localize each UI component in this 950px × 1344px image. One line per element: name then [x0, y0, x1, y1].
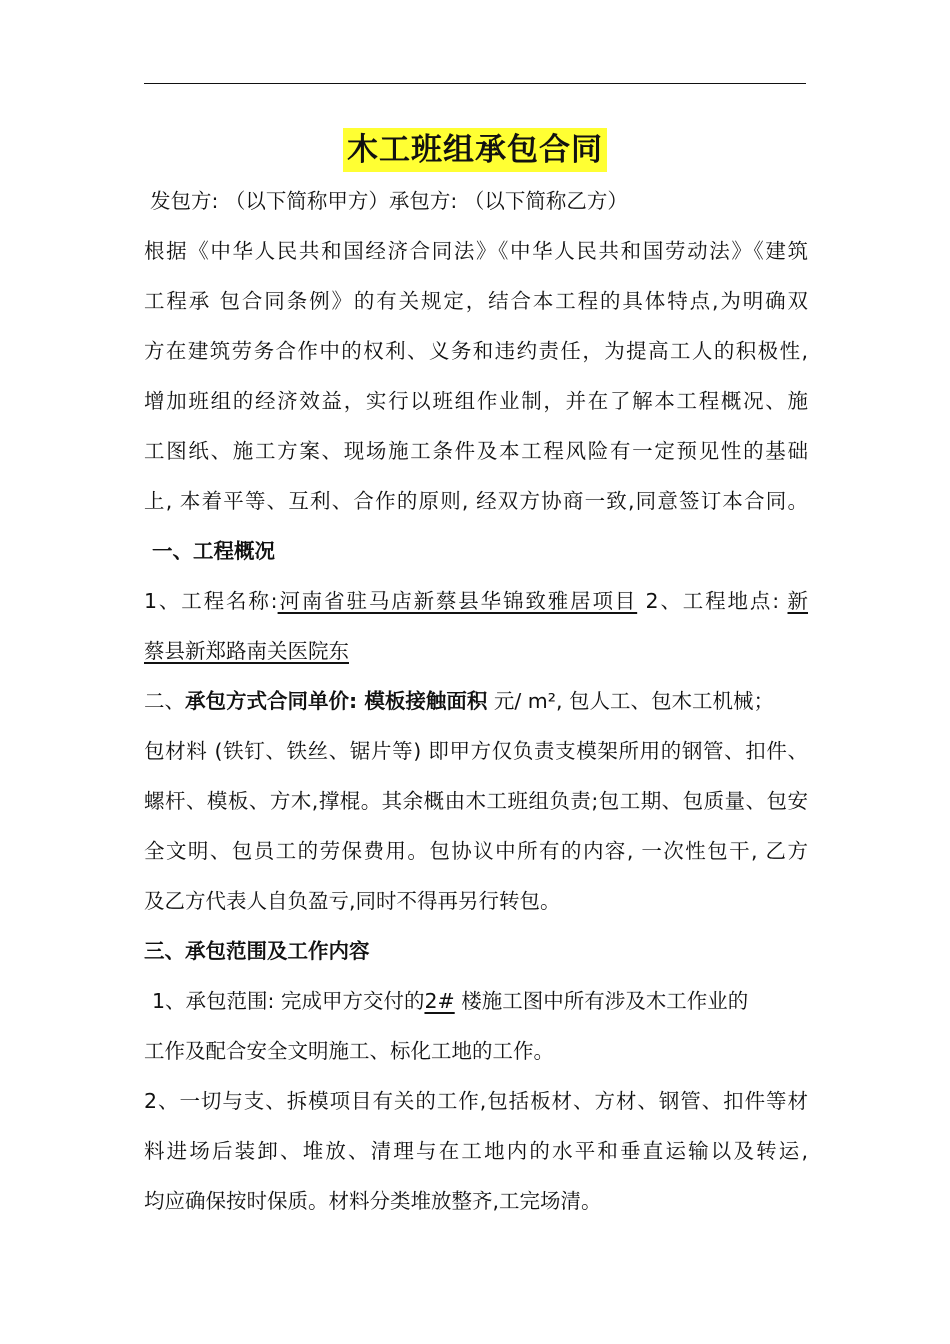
section-2-heading: 承包方式合同单价: 模板接触面积 — [185, 689, 488, 713]
section-2-first-line — [144, 676, 808, 726]
scope-item-1-text-b: 楼施工图中所有涉及木工作业的 — [454, 989, 749, 1013]
project-location-cont — [144, 626, 808, 676]
scope-item-2-line: 均应确保按时保质。材料分类堆放整齐,工完场清。 — [144, 1189, 602, 1213]
project-name-value: 河南省驻马店新蔡县华锦致雅居项目 — [277, 589, 638, 613]
scope-item-1-cont: 工作及配合安全文明施工、标化工地的工作。 — [144, 1039, 554, 1063]
preamble-line: 工程承 包合同条例》的有关规定，结合本工程的具体特点,为明确双 — [144, 289, 808, 313]
section-2-line: 全文明、包员工的劳保费用。包协议中所有的内容, 一次性包干, 乙方 — [144, 839, 808, 863]
title-container — [0, 128, 950, 172]
section-2-line: 及乙方代表人自负盈亏,同时不得再另行转包。 — [144, 889, 561, 913]
scope-item-1 — [144, 976, 808, 1026]
section-2-number: 二、 — [144, 689, 185, 713]
project-location-label: 2、工程地点: — [637, 589, 788, 613]
document-body — [144, 176, 808, 1226]
section-2-line: 包材料 (铁钉、铁丝、锯片等) 即甲方仅负责支模架所用的钢管、扣件、 — [144, 739, 808, 763]
project-location-value-cont: 蔡县新郑路南关医院东 — [144, 639, 349, 663]
scope-item-2-line: 2、一切与支、拆模项目有关的工作,包括板材、方材、钢管、扣件等材 — [144, 1089, 808, 1113]
section-2-line: 螺杆、模板、方木,撑棍。其余概由木工班组负责;包工期、包质量、包安 — [144, 789, 808, 813]
project-info-line — [144, 576, 808, 626]
preamble-line: 上, 本着平等、互利、合作的原则, 经双方协商一致,同意签订本合同。 — [144, 489, 808, 513]
document-title: 木工班组承包合同 — [343, 128, 607, 172]
project-location-value: 新 — [787, 589, 809, 613]
project-name-label: 1、工程名称: — [144, 589, 278, 613]
section-2-rest: 元/ m², 包人工、包木工机械； — [487, 689, 775, 713]
section-heading-3: 三、承包范围及工作内容 — [144, 939, 370, 963]
scope-item-1-text-a: 1、承包范围: 完成甲方交付的 — [152, 989, 425, 1013]
building-number: 2# — [424, 989, 455, 1013]
section-heading-1: 一、工程概况 — [152, 539, 275, 563]
header-rule — [144, 83, 806, 84]
preamble-line: 方在建筑劳务合作中的权利、义务和违约责任，为提高工人的积极性, — [144, 339, 808, 363]
scope-item-2-line: 料进场后装卸、堆放、清理与在工地内的水平和垂直运输以及转运, — [144, 1139, 808, 1163]
preamble-line: 工图纸、施工方案、现场施工条件及本工程风险有一定预见性的基础 — [144, 439, 808, 463]
parties-line: 发包方: （以下简称甲方）承包方: （以下简称乙方） — [150, 189, 628, 213]
preamble-line: 增加班组的经济效益，实行以班组作业制，并在了解本工程概况、施 — [144, 389, 808, 413]
preamble-line: 根据《中华人民共和国经济合同法》《中华人民共和国劳动法》《建筑 — [144, 239, 808, 263]
